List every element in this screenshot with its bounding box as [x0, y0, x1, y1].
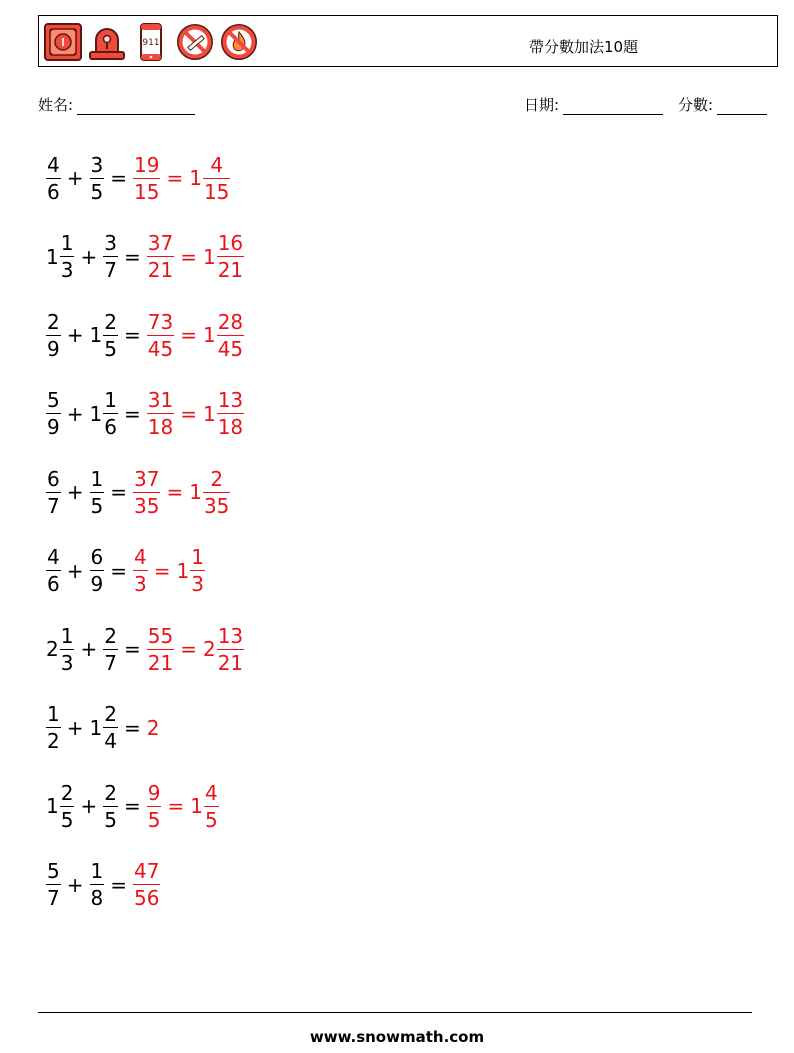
- addend-b-fraction-denominator: 7: [104, 650, 117, 675]
- answer-mixed-fraction-numerator: 4: [204, 780, 218, 805]
- problem-row: [46, 773, 219, 839]
- problem-row: [46, 616, 244, 682]
- addend-b-fraction-numerator: 6: [90, 545, 104, 569]
- answer-mixed: [203, 230, 244, 283]
- answer-mixed-fraction-numerator: 16: [217, 231, 244, 255]
- addend-b-fraction: [90, 466, 105, 519]
- addend-a-fraction-denominator: 9: [47, 415, 60, 439]
- addend-b-fraction-numerator: 3: [104, 231, 117, 255]
- addend-b-whole: 1: [89, 401, 103, 426]
- answer-mixed: [189, 466, 230, 519]
- answer-mixed-fraction-denominator: 18: [217, 415, 244, 439]
- answer-whole: 2: [146, 715, 160, 740]
- problem-row: [46, 459, 230, 525]
- answer: [133, 544, 205, 597]
- answer-mixed-whole: 1: [202, 323, 216, 347]
- date-field: [524, 94, 663, 115]
- addend-b-fraction: [90, 858, 105, 911]
- addend-b-fraction-numerator: 2: [104, 309, 117, 334]
- plus-sign: +: [80, 244, 98, 269]
- answer-mixed-fraction: [217, 387, 244, 440]
- answer-mixed-fraction: [217, 623, 244, 676]
- answer-fraction-numerator: 4: [134, 545, 147, 569]
- addend-b-fraction-numerator: 1: [104, 388, 117, 412]
- answer-fraction: [147, 780, 162, 833]
- answer-fraction: [133, 858, 160, 911]
- answer-mixed-fraction: [203, 152, 230, 205]
- answer: [147, 780, 219, 833]
- answer-fraction-numerator: 19: [134, 152, 160, 177]
- addend-a-fraction-numerator: 5: [47, 388, 60, 412]
- addend-a-fraction-numerator: 1: [47, 702, 60, 726]
- addend-b-fraction-numerator: 2: [104, 702, 117, 726]
- answer-fraction-numerator: 31: [147, 388, 174, 412]
- addend-a-fraction: [46, 544, 61, 597]
- addend-b: [90, 152, 105, 205]
- answer-fraction: [147, 387, 174, 440]
- answer-fraction-numerator: 47: [134, 859, 160, 883]
- equals-sign: =: [166, 480, 184, 504]
- answer-fraction-denominator: 15: [134, 179, 160, 204]
- answer-mixed-fraction-denominator: 15: [203, 179, 230, 204]
- answer-mixed-whole: 1: [202, 401, 216, 426]
- addend-b-fraction-denominator: 4: [104, 729, 117, 753]
- addend-b-fraction-numerator: 2: [104, 623, 117, 648]
- problem-row: [46, 145, 230, 211]
- addend-a: [46, 309, 61, 362]
- equals-sign: =: [110, 480, 127, 504]
- addend-a: [46, 544, 61, 597]
- problem-row: [46, 538, 205, 604]
- addend-b-fraction-numerator: 2: [104, 780, 117, 805]
- addend-a-fraction: [46, 858, 61, 911]
- footer-divider: [38, 1012, 752, 1013]
- addend-b-fraction: [103, 701, 118, 754]
- equals-sign: =: [110, 166, 127, 190]
- addend-a-fraction-denominator: 7: [47, 493, 60, 518]
- answer-mixed-fraction-numerator: 13: [217, 388, 244, 412]
- addend-a-whole: 2: [46, 637, 59, 661]
- addend-a: [46, 858, 61, 911]
- answer-mixed-fraction-numerator: 28: [217, 309, 244, 334]
- name-field: [38, 94, 195, 115]
- answer-fraction-denominator: 56: [134, 886, 160, 910]
- addend-a: [46, 780, 74, 833]
- problem-row: [46, 302, 244, 368]
- addend-a: [46, 701, 61, 754]
- addend-b: [90, 387, 118, 440]
- equals-sign: =: [123, 715, 141, 740]
- addend-a-fraction: [46, 309, 61, 362]
- siren-light-icon: [87, 22, 127, 62]
- answer-mixed-whole: 1: [189, 166, 202, 190]
- answer-mixed-fraction-numerator: 4: [210, 152, 224, 177]
- header-box: [38, 15, 778, 67]
- answer-mixed-fraction-numerator: 2: [210, 466, 224, 491]
- addend-b-fraction-numerator: 3: [90, 152, 104, 177]
- alarm-button-icon: [43, 22, 83, 62]
- problem-row: [46, 224, 244, 290]
- equals-sign: =: [123, 244, 141, 269]
- answer-mixed-fraction-denominator: 3: [191, 572, 204, 596]
- answer-mixed-fraction-denominator: 21: [217, 258, 244, 282]
- answer-mixed: [203, 309, 244, 362]
- answer-fraction-denominator: 18: [147, 415, 174, 439]
- equals-sign: =: [123, 637, 141, 661]
- plus-sign: +: [80, 794, 98, 818]
- addend-a-fraction: [46, 152, 61, 205]
- answer-mixed-fraction-numerator: 1: [191, 545, 204, 569]
- addend-a-fraction-denominator: 3: [60, 650, 74, 675]
- score-blank[interactable]: [717, 98, 767, 115]
- addend-a-fraction-numerator: 1: [60, 623, 74, 648]
- addend-a-fraction: [46, 387, 61, 440]
- addend-b-fraction: [103, 623, 118, 676]
- addend-b: [103, 623, 118, 676]
- answer-mixed-fraction-denominator: 21: [217, 650, 244, 675]
- equals-sign: =: [110, 558, 127, 583]
- icon-strip: [43, 21, 259, 63]
- answer-mixed: [177, 544, 205, 597]
- addend-a-fraction-denominator: 5: [60, 807, 74, 832]
- answer-mixed-fraction: [217, 309, 244, 362]
- addend-b-fraction: [90, 152, 105, 205]
- score-field: [678, 94, 767, 115]
- answer-fraction-denominator: 5: [147, 807, 161, 832]
- addend-a-fraction: [60, 230, 75, 283]
- name-blank[interactable]: [77, 98, 195, 115]
- addend-a: [46, 387, 61, 440]
- equals-sign: =: [123, 323, 141, 347]
- addend-b-fraction: [103, 230, 118, 283]
- addend-b: [90, 701, 118, 754]
- addend-a-fraction-denominator: 6: [47, 572, 60, 596]
- addend-a-fraction: [60, 780, 75, 833]
- addend-a-fraction-numerator: 4: [47, 152, 60, 177]
- answer-mixed-fraction-denominator: 45: [217, 336, 244, 361]
- answer-fraction-numerator: 55: [147, 623, 174, 648]
- addend-a-whole: 1: [46, 244, 59, 269]
- addend-a-fraction: [46, 466, 61, 519]
- answer-mixed: [189, 152, 230, 205]
- answer-mixed-whole: 1: [176, 558, 190, 583]
- plus-sign: +: [66, 715, 84, 740]
- addend-a-fraction: [46, 701, 61, 754]
- equals-sign: =: [110, 872, 127, 897]
- answer-mixed-fraction: [204, 780, 219, 833]
- addend-b-fraction-denominator: 7: [104, 258, 117, 282]
- addend-b-fraction-denominator: 5: [104, 807, 117, 832]
- answer-fraction-numerator: 37: [147, 231, 174, 255]
- answer: [147, 716, 161, 740]
- addend-b: [90, 858, 105, 911]
- equals-sign: =: [123, 401, 141, 426]
- addend-a-fraction: [60, 623, 75, 676]
- page-title: 帶分數加法10題: [529, 38, 639, 56]
- answer-mixed-fraction: [203, 466, 230, 519]
- answer: [147, 230, 244, 283]
- problem-row: [46, 695, 160, 761]
- date-blank[interactable]: [563, 98, 663, 115]
- answer-fraction-numerator: 73: [147, 309, 174, 334]
- problem-row: [46, 852, 160, 918]
- equals-sign: =: [180, 401, 197, 426]
- addend-b-whole: 1: [89, 715, 103, 740]
- plus-sign: +: [66, 872, 84, 897]
- answer-fraction-denominator: 21: [147, 650, 174, 675]
- phone-911-text: 911: [142, 38, 160, 48]
- answer-mixed-fraction: [190, 544, 205, 597]
- equals-sign: =: [123, 794, 141, 818]
- plus-sign: +: [66, 558, 84, 583]
- addend-b-whole: 1: [89, 323, 103, 347]
- addend-a-fraction-numerator: 6: [47, 466, 60, 491]
- answer: [147, 623, 244, 676]
- plus-sign: +: [80, 637, 98, 661]
- addend-b-fraction-numerator: 1: [90, 466, 104, 491]
- phone-911-icon: [131, 22, 171, 62]
- addend-b-fraction-denominator: 5: [104, 336, 117, 361]
- answer-mixed-fraction-numerator: 13: [217, 623, 244, 648]
- answer-mixed-whole: 1: [202, 244, 216, 269]
- addend-a-fraction-numerator: 4: [47, 545, 60, 569]
- answer: [133, 466, 230, 519]
- addend-b-fraction: [103, 780, 118, 833]
- answer-mixed-fraction: [217, 230, 244, 283]
- answer-fraction-denominator: 45: [147, 336, 174, 361]
- addend-a-fraction-numerator: 2: [60, 780, 74, 805]
- footer-url: www.snowmath.com: [309, 1028, 485, 1046]
- answer-mixed: [190, 780, 218, 833]
- addend-b-fraction: [90, 544, 105, 597]
- plus-sign: +: [66, 166, 84, 190]
- equals-sign: =: [153, 558, 171, 583]
- addend-a-fraction-numerator: 5: [47, 859, 60, 883]
- equals-sign: =: [180, 637, 197, 661]
- addend-b-fraction-numerator: 1: [90, 859, 104, 883]
- name-label: 姓名:: [38, 96, 74, 114]
- score-label: 分數:: [678, 96, 714, 114]
- answer-mixed: [203, 387, 244, 440]
- addend-b-fraction-denominator: 6: [104, 415, 117, 439]
- answer-fraction: [133, 544, 148, 597]
- answer-fraction: [133, 466, 160, 519]
- addend-b: [90, 466, 105, 519]
- addend-b-fraction: [103, 309, 118, 362]
- addend-a-fraction-numerator: 2: [47, 309, 60, 334]
- addend-a-fraction-denominator: 9: [47, 336, 60, 361]
- addend-b-fraction-denominator: 9: [90, 572, 104, 596]
- addend-a-fraction-numerator: 1: [60, 231, 74, 255]
- answer-fraction: [147, 230, 174, 283]
- addend-a: [46, 466, 61, 519]
- plus-sign: +: [66, 480, 84, 504]
- addend-a-whole: 1: [46, 794, 59, 818]
- answer-mixed-whole: 2: [202, 637, 216, 661]
- addend-b: [103, 230, 118, 283]
- answer: [133, 858, 160, 911]
- equals-sign: =: [180, 244, 197, 269]
- answer: [133, 152, 230, 205]
- addend-b-fraction-denominator: 5: [90, 179, 104, 204]
- answer-fraction-numerator: 9: [147, 780, 161, 805]
- addend-b: [103, 780, 118, 833]
- equals-sign: =: [167, 794, 185, 818]
- addend-a-fraction-denominator: 2: [47, 729, 60, 753]
- answer-fraction: [147, 309, 174, 362]
- equals-sign: =: [180, 323, 197, 347]
- answer-fraction: [133, 152, 160, 205]
- addend-b-fraction: [103, 387, 118, 440]
- answer-fraction-denominator: 3: [134, 572, 147, 596]
- addend-b: [90, 309, 118, 362]
- addend-a-fraction-denominator: 3: [60, 258, 74, 282]
- answer-mixed-whole: 1: [190, 794, 203, 818]
- date-label: 日期:: [524, 96, 560, 114]
- addend-a: [46, 230, 74, 283]
- plus-sign: +: [66, 323, 84, 347]
- answer-fraction-denominator: 35: [134, 493, 160, 518]
- answer: [147, 387, 244, 440]
- no-smoking-icon: [175, 22, 215, 62]
- answer-mixed: [203, 623, 244, 676]
- answer: [147, 309, 244, 362]
- no-fire-icon: [219, 22, 259, 62]
- equals-sign: =: [166, 166, 184, 190]
- addend-b: [90, 544, 105, 597]
- plus-sign: +: [66, 401, 84, 426]
- addend-a-fraction-denominator: 7: [47, 886, 60, 910]
- answer-mixed-fraction-denominator: 5: [204, 807, 218, 832]
- answer-fraction-numerator: 37: [134, 466, 160, 491]
- answer-fraction-denominator: 21: [147, 258, 174, 282]
- answer-fraction: [147, 623, 174, 676]
- addend-a: [46, 623, 74, 676]
- addend-a-fraction-denominator: 6: [47, 179, 60, 204]
- problem-row: [46, 381, 244, 447]
- answer-mixed-fraction-denominator: 35: [203, 493, 230, 518]
- addend-a: [46, 152, 61, 205]
- addend-b-fraction-denominator: 5: [90, 493, 104, 518]
- answer-mixed-whole: 1: [189, 480, 202, 504]
- addend-b-fraction-denominator: 8: [90, 886, 104, 910]
